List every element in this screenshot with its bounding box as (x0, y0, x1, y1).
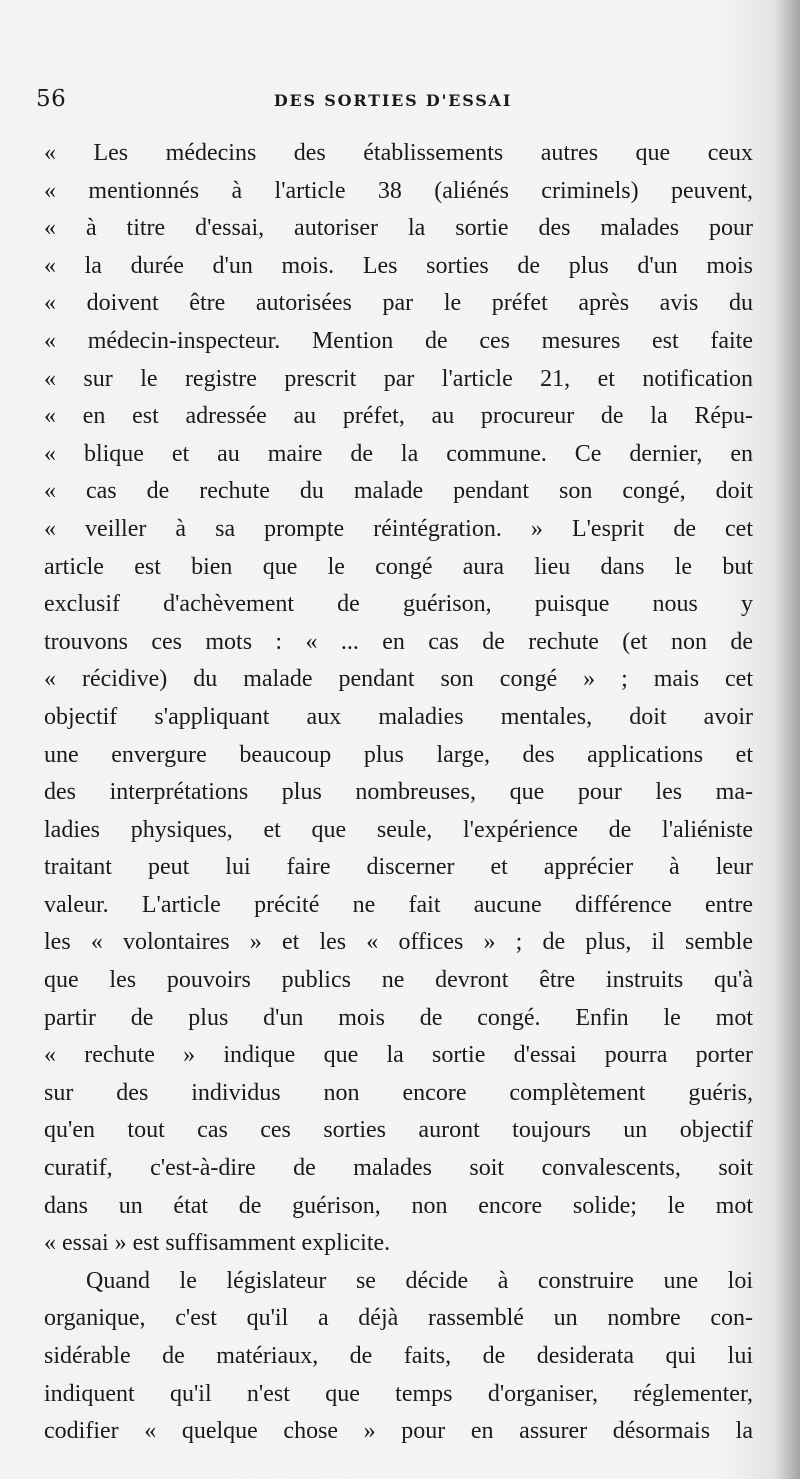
text-line: « à titre d'essai, autoriser la sortie des malades pour (44, 215, 753, 242)
text-line: « veiller à sa prompte réintégration. » L'esprit de cet (44, 515, 753, 542)
text-line: « blique et au maire de la commune. Ce dernier, en (44, 440, 753, 467)
text-line: sidérable de matériaux, de faits, de desiderata qui lui (44, 1343, 753, 1369)
text-line: des interprétations plus nombreuses, que pour les ma- (44, 779, 753, 806)
text-line: « doivent être autorisées par le préfet après avis du (44, 290, 753, 317)
page-header (36, 86, 750, 120)
text-line: « Les médecins des établissements autres que ceux (44, 140, 753, 166)
text-line: partir de plus d'un mois de congé. Enfin le mot (44, 1004, 753, 1031)
text-line: traitant peut lui faire discerner et apprécier à leur (44, 854, 753, 881)
text-line: ladies physiques, et que seule, l'expérience de l'aliéniste (44, 816, 753, 843)
text-line: sur des individus non encore complètement guéris, (44, 1079, 753, 1106)
page-spine-shadow (774, 0, 800, 1479)
running-title: DES SORTIES D'ESSAI (273, 91, 513, 110)
text-line: « en est adressée au préfet, au procureur de la Répu- (44, 403, 753, 430)
text-line: dans un état de guérison, non encore solide; le mot (44, 1192, 753, 1219)
text-line: « sur le registre prescrit par l'article 21, et notification (44, 365, 753, 392)
text-line: indiquent qu'il n'est que temps d'organiser, réglementer, (44, 1380, 753, 1407)
text-line: « mentionnés à l'article 38 (aliénés criminels) peuvent, (44, 177, 753, 204)
text-line: « récidive) du malade pendant son congé » ; mais cet (44, 666, 753, 693)
text-line: « cas de rechute du malade pendant son congé, doit (44, 478, 753, 505)
text-line: que les pouvoirs publics ne devront être instruits qu'à (44, 967, 753, 994)
text-line: « la durée d'un mois. Les sorties de plus d'un mois (44, 252, 753, 279)
text-line: une envergure beaucoup plus large, des applications et (44, 741, 753, 768)
text-line: « rechute » indique que la sortie d'essai pourra porter (44, 1042, 753, 1069)
body-text (44, 135, 753, 1451)
text-line: « médecin-inspecteur. Mention de ces mesures est faite (44, 327, 753, 354)
text-line: organique, c'est qu'il a déjà rassemblé un nombre con- (44, 1305, 753, 1332)
text-line: « essai » est suffisamment explicite. (44, 1230, 391, 1257)
text-line: valeur. L'article précité ne fait aucune différence entre (44, 891, 753, 918)
text-line: objectif s'appliquant aux maladies mentales, doit avoir (44, 703, 753, 730)
page-number: 56 (36, 86, 67, 112)
paragraph-first-line: Quand le législateur se décide à construire une loi (86, 1267, 753, 1294)
text-line: article est bien que le congé aura lieu dans le but (44, 553, 753, 580)
text-line: trouvons ces mots : « ... en cas de rechute (et non de (44, 628, 753, 655)
text-line: qu'en tout cas ces sorties auront toujours un objectif (44, 1117, 753, 1144)
text-line: exclusif d'achèvement de guérison, puisque nous y (44, 591, 753, 618)
text-line: les « volontaires » et les « offices » ; de plus, il semble (44, 929, 753, 956)
text-line: curatif, c'est-à-dire de malades soit convalescents, soit (44, 1155, 753, 1182)
text-line: codifier « quelque chose » pour en assurer désormais la (44, 1418, 753, 1445)
